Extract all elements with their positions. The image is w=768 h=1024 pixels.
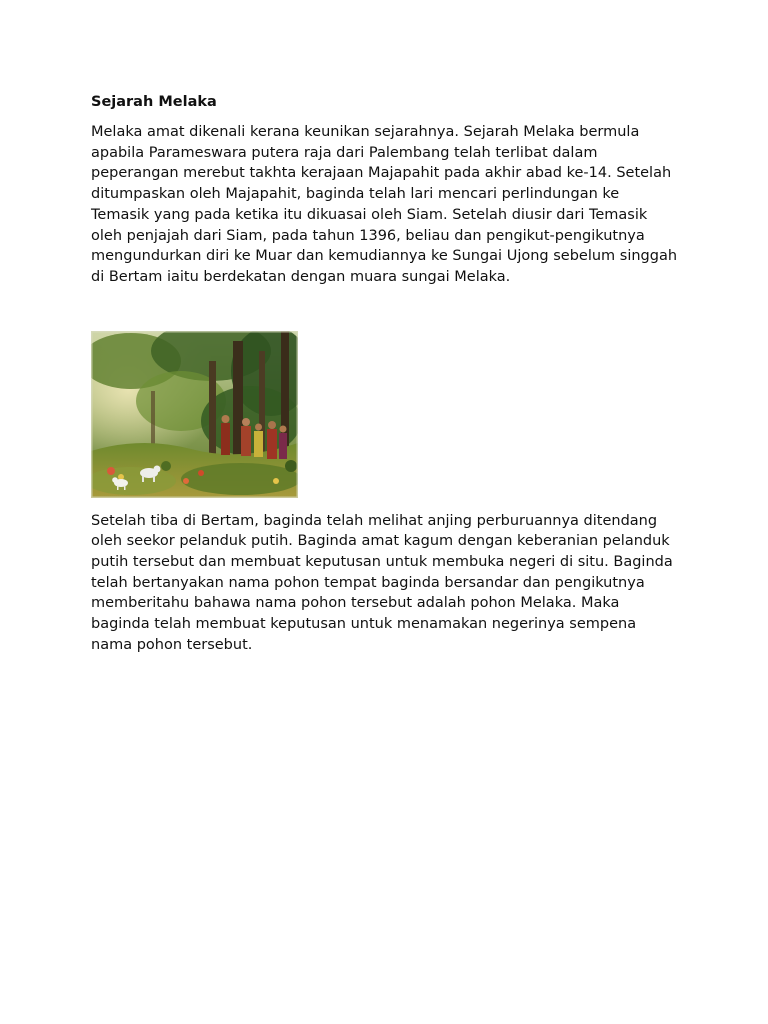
document-title: Sejarah Melaka xyxy=(91,94,217,110)
paragraph-bertam: Setelah tiba di Bertam, baginda telah melihat anjing perburuannya ditendang oleh seekor pelanduk putih. Baginda amat kagum dengan keberanian pelanduk putih tersebut dan membuat keputusan untuk membuka negeri di situ. Baginda telah bertanyakan nama pohon tempat baginda bersandar dan pengikutnya memberitahu bahawa nama pohon tersebut adalah pohon Melaka. Maka baginda telah membuat keputusan untuk menamakan negerinya sempena nama pohon tersebut. xyxy=(91,512,673,653)
document-page xyxy=(91,92,681,656)
illustration-image xyxy=(91,331,298,498)
paragraph-intro: Melaka amat dikenali kerana keunikan sejarahnya. Sejarah Melaka bermula apabila Parameswara putera raja dari Palembang telah terlibat dalam peperangan merebut takhta kerajaan Majapahit pada akhir abad ke-14. Setelah ditumpaskan oleh Majapahit, baginda telah lari mencari perlindungan ke Temasik yang pada ketika itu dikuasai oleh Siam. Setelah diusir dari Temasik oleh penjajah dari Siam, pada tahun 1396, beliau dan pengikut-pengikutnya mengundurkan diri ke Muar dan kemudiannya ke Sungai Ujong sebelum singgah di Bertam iaitu berdekatan dengan muara sungai Melaka. xyxy=(91,124,678,285)
